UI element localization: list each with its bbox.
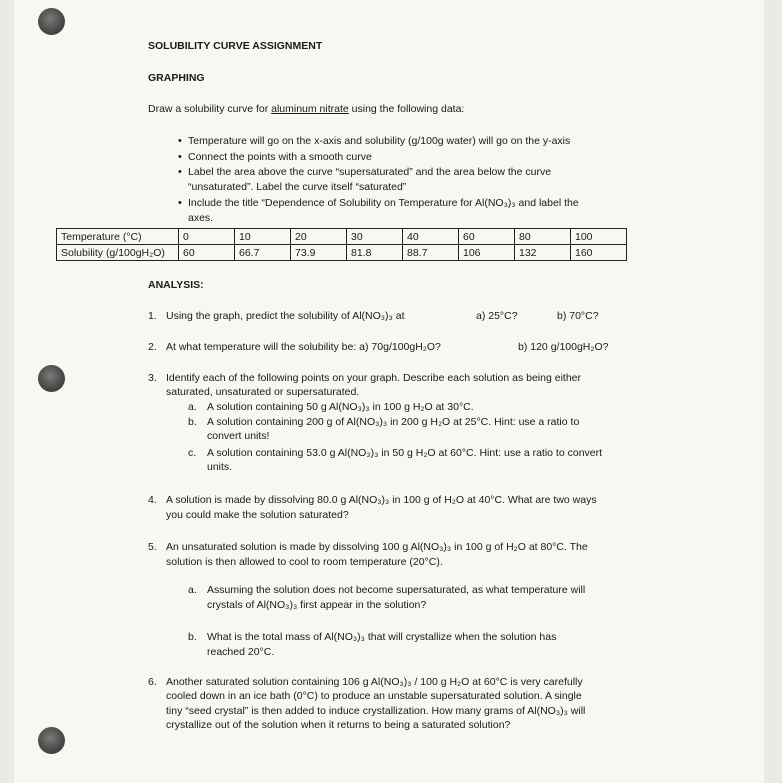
table-cell: 88.7 — [403, 245, 459, 261]
sub-label: a. — [188, 401, 197, 413]
table-cell: 100 — [571, 229, 627, 245]
table-row-solubility — [57, 245, 627, 261]
bullet-item-continued: “unsaturated”. Label the curve itself “saturated” — [188, 181, 407, 193]
question-5-part-b-continued: reached 20°C. — [207, 646, 275, 658]
question-3-line: saturated, unsaturated or supersaturated. — [166, 386, 360, 398]
question-5-part-b: What is the total mass of Al(NO₃)₃ that will crystallize when the solution has — [207, 631, 557, 643]
bullet-dot: • — [178, 166, 182, 178]
question-1-text: Using the graph, predict the solubility of Al(NO₃)₃ at — [166, 310, 405, 322]
row-label-solubility: Solubility (g/100gH₂O) — [57, 245, 179, 261]
sub-label: c. — [188, 447, 197, 459]
question-2-text: At what temperature will the solubility be: a) 70g/100gH₂O? — [166, 341, 441, 353]
punch-hole-top — [38, 8, 65, 35]
bullet-item: Connect the points with a smooth curve — [188, 151, 372, 163]
bullet-dot: • — [178, 135, 182, 147]
question-5-part-a-continued: crystals of Al(NO₃)₃ first appear in the solution? — [207, 599, 427, 611]
question-1-part-a: a) 25°C? — [476, 310, 518, 322]
bullet-dot: • — [178, 197, 182, 209]
punch-hole-bottom — [38, 727, 65, 754]
question-5-line: solution is then allowed to cool to room temperature (20°C). — [166, 556, 443, 568]
intro-underlined: aluminum nitrate — [271, 103, 349, 115]
question-number: 3. — [148, 372, 157, 384]
bullet-item-continued: axes. — [188, 212, 214, 224]
question-3-part-c-continued: units. — [207, 461, 233, 473]
sub-label: b. — [188, 416, 197, 428]
table-cell: 60 — [459, 229, 515, 245]
intro-post: using the following data: — [348, 103, 465, 115]
question-1-part-b: b) 70°C? — [557, 310, 599, 322]
page-title: SOLUBILITY CURVE ASSIGNMENT — [148, 40, 323, 52]
intro-pre: Draw a solubility curve for — [148, 103, 272, 115]
question-4-line: you could make the solution saturated? — [166, 509, 349, 521]
punch-hole-middle — [38, 365, 65, 392]
intro-sentence — [148, 103, 464, 117]
sub-label: b. — [188, 631, 197, 643]
question-3-part-c: A solution containing 53.0 g Al(NO₃)₃ in 50 g H₂O at 60°C. Hint: use a ratio to convert — [207, 447, 603, 459]
bullet-item: Label the area above the curve “supersaturated” and the area below the curve — [188, 166, 552, 178]
question-6-line: tiny “seed crystal” is then added to induce crystallization. How many grams of Al(NO₃)₃ will — [166, 705, 586, 717]
question-3-line: Identify each of the following points on your graph. Describe each solution as being either — [166, 372, 582, 384]
table-row-temperature — [57, 229, 627, 245]
question-number: 1. — [148, 310, 157, 322]
table-cell: 20 — [291, 229, 347, 245]
table-cell: 10 — [235, 229, 291, 245]
question-6-line: Another saturated solution containing 106 g Al(NO₃)₃ / 100 g H₂O at 60°C is very carefully — [166, 676, 583, 688]
table-cell: 81.8 — [347, 245, 403, 261]
table-cell: 73.9 — [291, 245, 347, 261]
bullet-dot: • — [178, 151, 182, 163]
table-cell: 80 — [515, 229, 571, 245]
table-cell: 30 — [347, 229, 403, 245]
sub-label: a. — [188, 584, 197, 596]
question-4-line: A solution is made by dissolving 80.0 g Al(NO₃)₃ in 100 g of H₂O at 40°C. What are two ways — [166, 494, 597, 506]
table-cell: 160 — [571, 245, 627, 261]
question-3-part-b-continued: convert units! — [207, 430, 270, 442]
table-cell: 0 — [179, 229, 235, 245]
question-2-part-b: b) 120 g/100gH₂O? — [518, 341, 609, 353]
question-5-part-a: Assuming the solution does not become supersaturated, as what temperature will — [207, 584, 586, 596]
question-3-part-a: A solution containing 50 g Al(NO₃)₃ in 100 g H₂O at 30°C. — [207, 401, 474, 413]
table-cell: 40 — [403, 229, 459, 245]
question-number: 6. — [148, 676, 157, 688]
table-cell: 132 — [515, 245, 571, 261]
bullet-item: Include the title “Dependence of Solubility on Temperature for Al(NO₃)₃ and label the — [188, 197, 579, 209]
worksheet-page — [14, 0, 764, 783]
question-number: 2. — [148, 341, 157, 353]
section-heading-graphing: GRAPHING — [148, 72, 205, 84]
question-6-line: crystallize out of the solution when it returns to being a saturated solution? — [166, 719, 511, 731]
question-5-line: An unsaturated solution is made by dissolving 100 g Al(NO₃)₃ in 100 g of H₂O at 80°C. The — [166, 541, 588, 553]
section-heading-analysis: ANALYSIS: — [148, 279, 204, 291]
table-cell: 106 — [459, 245, 515, 261]
table-cell: 60 — [179, 245, 235, 261]
question-number: 4. — [148, 494, 157, 506]
question-6-line: cooled down in an ice bath (0°C) to produce an unstable supersaturated solution. A single — [166, 690, 582, 702]
bullet-item: Temperature will go on the x-axis and solubility (g/100g water) will go on the y-axis — [188, 135, 571, 147]
solubility-data-table — [56, 228, 627, 261]
question-3-part-b: A solution containing 200 g of Al(NO₃)₃ in 200 g H₂O at 25°C. Hint: use a ratio to — [207, 416, 580, 428]
row-label-temperature: Temperature (°C) — [57, 229, 179, 245]
table-cell: 66.7 — [235, 245, 291, 261]
question-number: 5. — [148, 541, 157, 553]
